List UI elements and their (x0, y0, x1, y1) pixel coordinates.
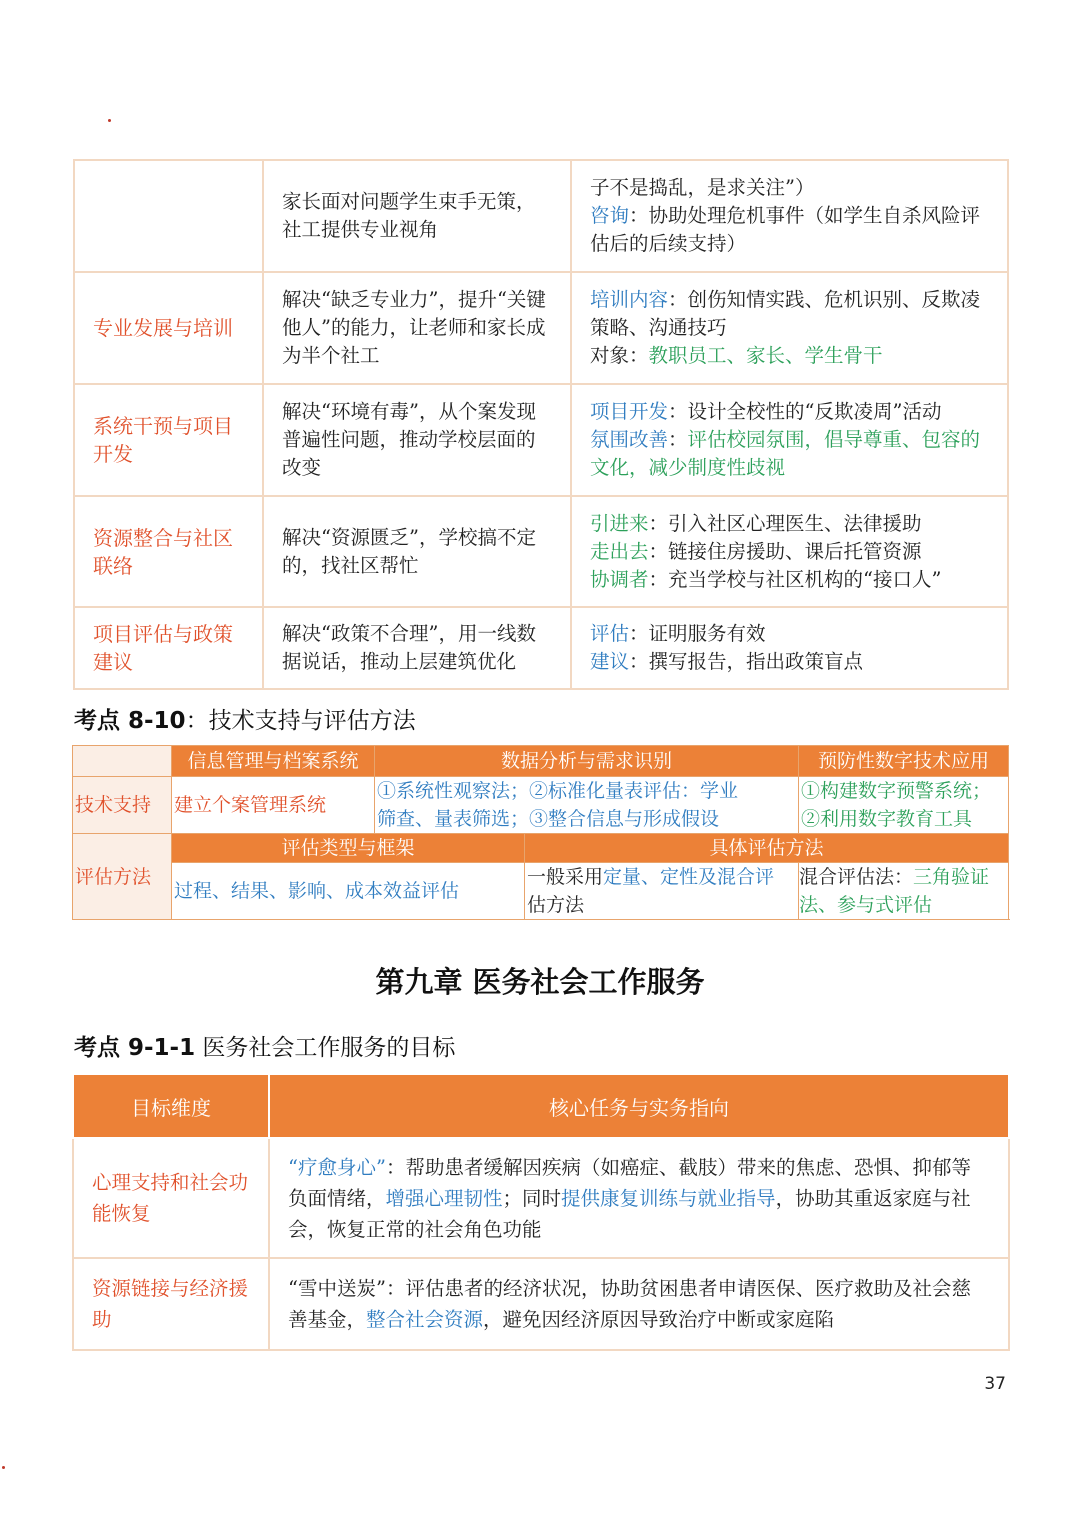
cell-text-highlight: 三角验证 (913, 866, 990, 888)
task-text: ，协助其重返家庭与社会，恢复正常的社会角色功能 (288, 1186, 971, 1241)
table-cell (525, 863, 799, 920)
dimension-cell: 系统干预与项目开发 (74, 384, 263, 496)
problem-cell: 解决“资源匮乏”，学校搞不定的，找社区帮忙 (263, 496, 571, 607)
detail-text: ：充当学校与社区机构的“接口人” (648, 567, 942, 591)
table-cell (799, 777, 1009, 834)
detail-text: ：协助处理危机事件（如学生自杀风险评估后的后续支持） (590, 204, 981, 255)
column-header: 信息管理与档案系统 (172, 746, 375, 777)
detail-text: 协调者 (590, 567, 649, 591)
cell-text: 一般采用 (527, 866, 604, 888)
goal-dimension-cell: 资源链接与经济援助 (73, 1258, 269, 1350)
detail-line (590, 566, 989, 594)
column-header: 数据分析与需求识别 (375, 746, 799, 777)
task-text: “疗愈身心” (288, 1155, 386, 1179)
decorative-dot (2, 1466, 5, 1469)
cell-line: ①系统性观察法；②标准化量表评估：学业 (377, 780, 739, 802)
decorative-dot (108, 119, 111, 122)
task-text: 提供康复训练与就业指导 (561, 1186, 776, 1210)
section-heading-8-10: 考点 8-10：技术支持与评估方法 (74, 708, 416, 734)
detail-line (590, 398, 989, 426)
detail-cell (571, 607, 1008, 689)
detail-text: ：设计全校性的“反欺凌周”活动 (668, 400, 942, 423)
detail-text: 子不是捣乱，是求关注”） (590, 176, 815, 199)
detail-cell (571, 496, 1008, 607)
table-cell: 建立个案管理系统 (172, 777, 375, 834)
column-header: 预防性数字技术应用 (799, 746, 1009, 777)
detail-text: ：引入社区心理医生、法律援助 (648, 511, 922, 535)
task-text: ，避免因经济原因导致治疗中断或家庭陷 (483, 1308, 835, 1331)
detail-text: 评估 (590, 622, 630, 645)
detail-cell (571, 384, 1008, 496)
task-text: “雪中送炭”：评估患者的经济状况，协助贫困患者申请医保、医疗救助及社会慈善基金， (288, 1277, 971, 1331)
detail-line (590, 510, 989, 538)
detail-text: 对象： (590, 344, 649, 367)
table-row (74, 496, 1008, 607)
detail-text: 走出去 (590, 539, 649, 563)
cell-text-highlight: 定量、定性及混合评 (603, 866, 775, 888)
cell-line: ②利用数字教育工具 (801, 808, 973, 830)
task-text: 增强心理韧性 (385, 1186, 503, 1210)
detail-cell (571, 272, 1008, 384)
table-cell (375, 777, 799, 834)
detail-cell (571, 160, 1008, 272)
task-text: ；同时 (502, 1186, 562, 1210)
table-row (73, 1258, 1009, 1350)
goal-task-cell (269, 1258, 1009, 1350)
detail-text: 评估校园氛围，倡导尊重、包容的文化，减少制度性歧视 (590, 428, 981, 479)
detail-text: ：链接住房援助、课后托管资源 (648, 539, 922, 563)
column-header: 评估类型与框架 (172, 834, 525, 863)
cell-line: 筛查、量表筛选；③整合信息与形成假设 (377, 808, 720, 830)
detail-line (590, 620, 989, 648)
dimension-cell: 专业发展与培训 (74, 272, 263, 384)
problem-cell: 解决“缺乏专业力”，提升“关键他人”的能力，让老师和家长成为半个社工 (263, 272, 571, 384)
page-number: 37 (984, 1374, 1006, 1394)
cell-text-highlight: 法、参与式评估 (799, 894, 933, 916)
detail-text: ：撰写报告，指出政策盲点 (629, 650, 864, 673)
detail-text: 培训内容 (590, 288, 669, 311)
detail-line (590, 426, 989, 482)
detail-text: ： (668, 428, 688, 451)
table-corner (73, 746, 172, 777)
task-text: 整合社会资源 (366, 1308, 484, 1331)
row-header: 评估方法 (73, 834, 172, 920)
row-header: 技术支持 (73, 777, 172, 834)
detail-line (590, 342, 989, 370)
table-row (74, 384, 1008, 496)
table-row (74, 160, 1008, 272)
problem-cell: 家长面对问题学生束手无策，社工提供专业视角 (263, 160, 571, 272)
detail-text: ：创伤知情实践、危机识别、反欺凌策略、沟通技巧 (590, 288, 981, 339)
detail-line (590, 286, 989, 342)
dimension-cell: 资源整合与社区联络 (74, 496, 263, 607)
cell-text: 估方法 (527, 894, 585, 916)
dimension-cell: 项目评估与政策建议 (74, 607, 263, 689)
goal-dimension-cell: 心理支持和社会功能恢复 (73, 1138, 269, 1258)
detail-text: 教职员工、家长、学生骨干 (648, 344, 883, 367)
table-cell (799, 863, 1009, 920)
cell-line: ①构建数字预警系统； (801, 780, 992, 802)
problem-cell: 解决“政策不合理”，用一线数据说话，推动上层建筑优化 (263, 607, 571, 689)
column-header: 具体评估方法 (525, 834, 1009, 863)
cell-text: 混合评估法： (799, 866, 914, 888)
problem-cell: 解决“环境有毒”，从个案发现普遍性问题，推动学校层面的改变 (263, 384, 571, 496)
task-text: ：帮助患者缓解因疾病（如癌症、截肢）带来的焦虑、恐惧、抑郁等负面情绪， (288, 1155, 971, 1210)
detail-text: 建议 (590, 650, 630, 673)
detail-line (590, 174, 989, 202)
table-row (73, 1138, 1009, 1258)
services-table (73, 159, 1009, 690)
column-header: 目标维度 (73, 1074, 269, 1138)
detail-text: 引进来 (590, 511, 649, 535)
detail-text: ：证明服务有效 (629, 622, 766, 645)
detail-text: 氛围改善 (590, 428, 669, 451)
table-row (74, 607, 1008, 689)
detail-line (590, 648, 989, 676)
detail-line (590, 538, 989, 566)
goal-task-cell (269, 1138, 1009, 1258)
table-cell: 过程、结果、影响、成本效益评估 (172, 863, 525, 920)
section-heading-9-1-1: 考点 9-1-1 医务社会工作服务的目标 (74, 1035, 456, 1061)
dimension-cell (74, 160, 263, 272)
medical-goals-table (72, 1073, 1010, 1351)
column-header: 核心任务与实务指向 (269, 1074, 1009, 1138)
detail-text: 项目开发 (590, 400, 669, 423)
chapter-title: 第九章 医务社会工作服务 (375, 965, 705, 999)
tech-support-table (72, 745, 1009, 920)
detail-line (590, 202, 989, 258)
table-row (74, 272, 1008, 384)
detail-text: 咨询 (590, 204, 630, 227)
